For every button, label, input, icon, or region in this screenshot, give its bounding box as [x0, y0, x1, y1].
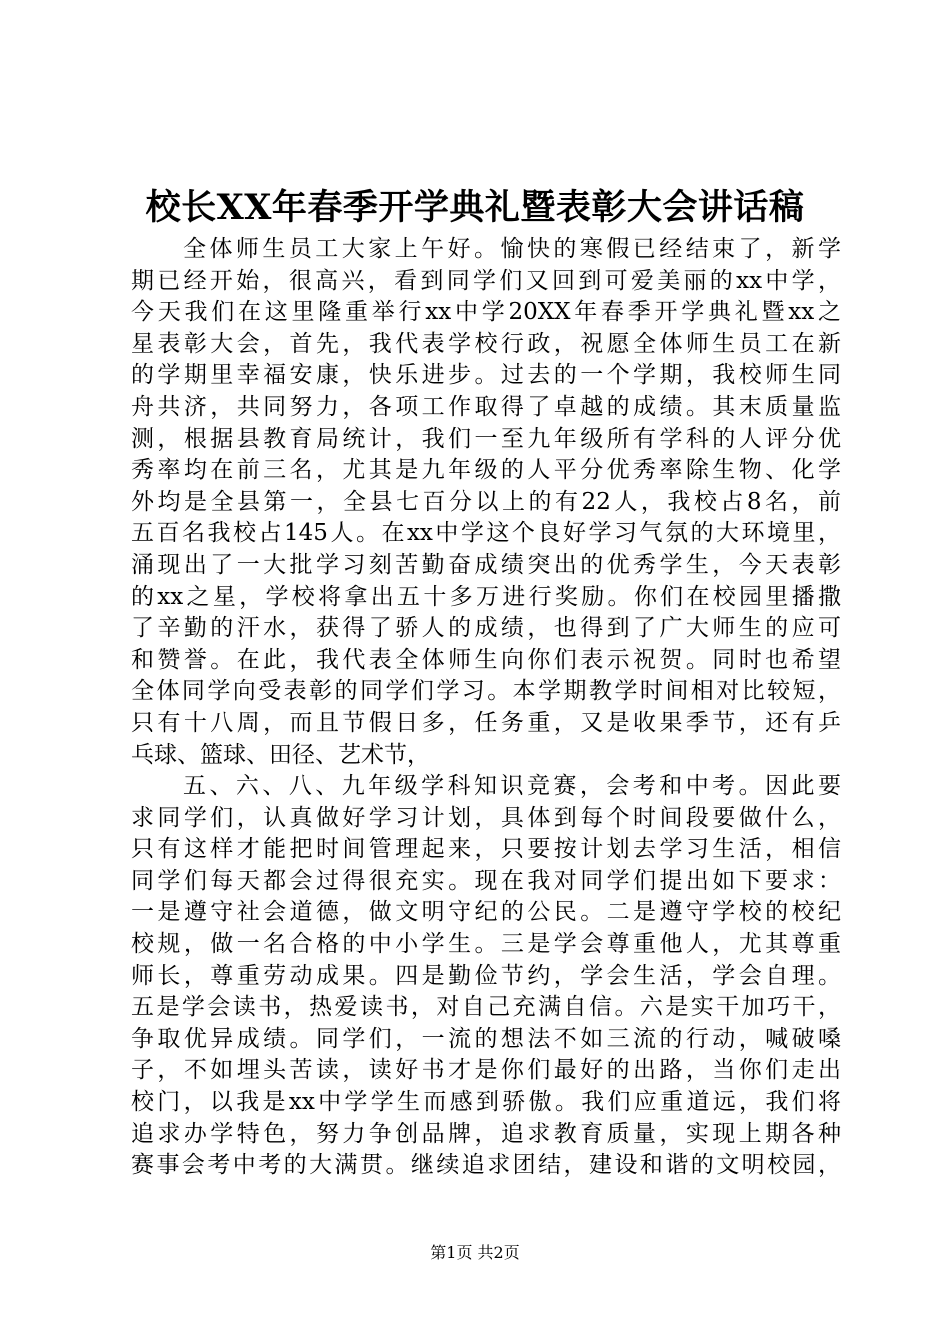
text-line: 外均是全县第一，全县七百分以上的有22人，我校占8名，前 [131, 488, 841, 515]
page-number-footer: 第1页 共2页 [430, 1243, 520, 1262]
text-line: 校门，以我是xx中学学生而感到骄傲。我们应重道远，我们将 [131, 1089, 841, 1116]
document-body [131, 234, 841, 1182]
text-line: 星表彰大会，首先，我代表学校行政，祝愿全体师生员工在新 [131, 330, 841, 357]
text-line: 一是遵守社会道德，做文明守纪的公民。二是遵守学校的校纪 [131, 899, 841, 926]
text-line: 舟共济，共同努力，各项工作取得了卓越的成绩。其末质量监 [131, 393, 841, 420]
text-line: 今天我们在这里隆重举行xx中学20XX年春季开学典礼暨xx之 [131, 299, 841, 326]
text-line: 测，根据县教育局统计，我们一至九年级所有学科的人评分优 [131, 425, 841, 452]
text-line: 师长，尊重劳动成果。四是勤俭节约，学会生活，学会自理。 [131, 962, 841, 989]
document-title: 校长XX年春季开学典礼暨表彰大会讲话稿 [145, 187, 805, 228]
text-line: 追求办学特色，努力争创品牌，追求教育质量，实现上期各种 [131, 1120, 841, 1147]
text-line: 全体同学向受表彰的同学们学习。本学期教学时间相对比较短， [131, 678, 841, 705]
text-line: 五、六、八、九年级学科知识竞赛，会考和中考。因此要 [183, 773, 841, 800]
text-line: 争取优异成绩。同学们，一流的想法不如三流的行动，喊破嗓 [131, 1025, 841, 1052]
paragraph-2 [131, 771, 841, 1182]
text-line: 子，不如埋头苦读，读好书才是你们最好的出路，当你们走出 [131, 1057, 841, 1084]
text-line: 和赞誉。在此，我代表全体师生向你们表示祝贺。同时也希望 [131, 646, 841, 673]
text-line: 期已经开始，很高兴，看到同学们又回到可爱美丽的xx中学， [131, 267, 841, 294]
text-line: 求同学们，认真做好学习计划，具体到每个时间段要做什么， [131, 804, 841, 831]
text-line: 涌现出了一大批学习刻苦勤奋成绩突出的优秀学生，今天表彰 [131, 551, 841, 578]
text-line: 乓球、篮球、田径、艺术节， [131, 741, 430, 768]
text-line: 全体师生员工大家上午好。愉快的寒假已经结束了，新学 [183, 236, 841, 262]
text-line: 五百名我校占145人。在xx中学这个良好学习气氛的大环境里， [131, 520, 841, 547]
text-line: 五是学会读书，热爱读书，对自己充满自信。六是实干加巧干， [131, 994, 841, 1021]
paragraph-1 [131, 234, 841, 771]
text-line: 赛事会考中考的大满贯。继续追求团结，建设和谐的文明校园， [131, 1152, 841, 1179]
text-line: 只有十八周，而且节假日多，任务重，又是收果季节，还有乒 [131, 709, 841, 736]
text-line: 校规，做一名合格的中小学生。三是学会尊重他人，尤其尊重 [131, 931, 841, 958]
text-line: 同学们每天都会过得很充实。现在我对同学们提出如下要求： [131, 867, 841, 894]
text-line: 只有这样才能把时间管理起来，只要按计划去学习生活，相信 [131, 836, 841, 863]
text-line: 的学期里幸福安康，快乐进步。过去的一个学期，我校师生同 [131, 362, 841, 389]
text-line: 的xx之星，学校将拿出五十多万进行奖励。你们在校园里播撒 [131, 583, 841, 610]
text-line: 了辛勤的汗水，获得了骄人的成绩，也得到了广大师生的应可 [131, 615, 841, 642]
text-line: 秀率均在前三名，尤其是九年级的人平分优秀率除生物、化学 [131, 457, 841, 484]
